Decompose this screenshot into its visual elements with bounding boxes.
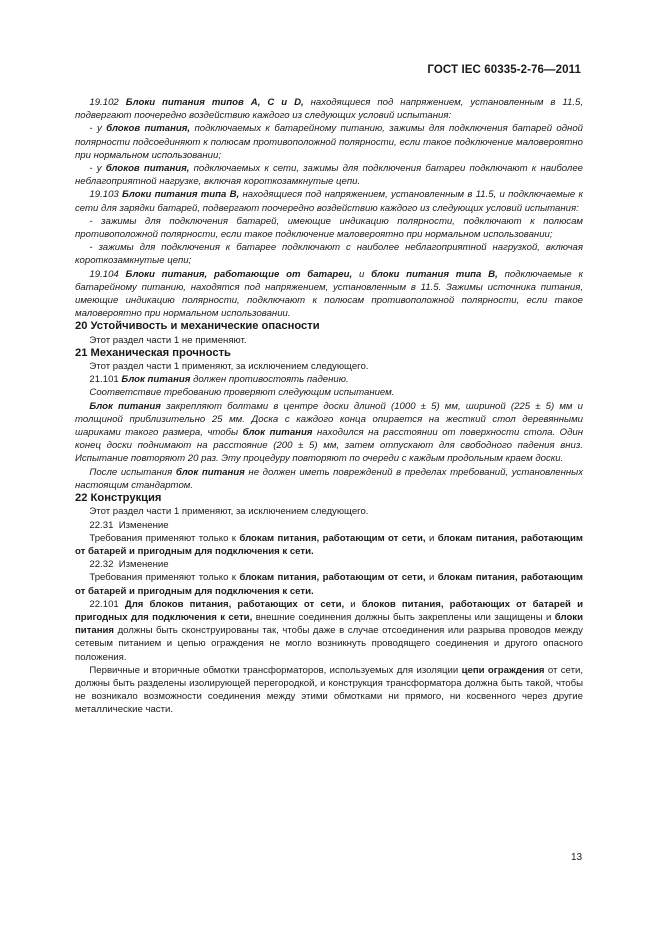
paragraph: После испытания блок питания не должен иметь повреждений в пределах требований, установленных настоящим стандартом. xyxy=(75,466,583,491)
paragraph: Соответствие требованию проверяют следующим испытанием. xyxy=(89,387,395,399)
page-number: 13 xyxy=(571,852,583,863)
list-item: - зажимы для подключения батарей, имеющие индикацию полярности, подключают к полюсам противоположной полярности, если такое подключение маловероятно при нормальном использовании; xyxy=(75,215,583,241)
paragraph-22-31: 22.31 Изменение xyxy=(89,519,169,531)
document-body xyxy=(75,96,583,717)
paragraph: Первичные и вторичные обмотки трансформаторов, используемых для изоляции цепи ограждения от сети, должны быть разделены изолирующей перегородкой, и конструкция трансформатора должна быть такой, чтобы не возникало возможности соединения между этими обмотками ни прямого, ни косвенного через другие металлические части. xyxy=(75,664,583,716)
list-item: - у блоков питания, подключаемых к батарейному питанию, зажимы для подключения батарей одной полярности подсоединяют к полюсам противоположной полярности, если такое подключение маловероятно при нормальном использовании; xyxy=(75,123,583,161)
paragraph: Этот раздел части 1 не применяют. xyxy=(89,334,247,346)
paragraph-22-32: 22.32 Изменение xyxy=(89,559,169,571)
section-heading-20: 20 Устойчивость и механические опасности xyxy=(75,320,320,333)
list-item: - зажимы для подключения к батарее подключают с наиболее неблагоприятной нагрузкой, включая короткозамкнутые цепи; xyxy=(75,242,583,267)
paragraph: Этот раздел части 1 применяют, за исключением следующего. xyxy=(89,506,369,518)
paragraph: Этот раздел части 1 применяют, за исключением следующего. xyxy=(89,361,369,373)
paragraph-21-101: 21.101 Блок питания должен противостоять падению. xyxy=(89,374,349,386)
list-item: - у блоков питания, подключаемых к сети, зажимы для подключения батареи подключают к наиболее неблагоприятной нагрузке, включая короткозамкнутые цепи. xyxy=(75,163,583,188)
paragraph: Требования применяют только к блокам питания, работающим от сети, и блокам питания, работающим от батарей и пригодным для подключения к сети. xyxy=(75,572,583,597)
section-heading-21: 21 Механическая прочность xyxy=(75,346,231,359)
paragraph: Требования применяют только к блокам питания, работающим от сети, и блокам питания, работающим от батарей и пригодным для подключения к сети. xyxy=(75,532,583,557)
paragraph-test: Блок питания закрепляют болтами в центре доски длиной (1000 ± 5) мм, шириной (225 ± 5) мм и толщиной приблизительно 25 мм. Доска с каждого конца опирается на жесткий стол деревянными шариками такого размера, чтобы блок питания находился на расстоянии от поверхности стола. Один конец доски поднимают на расстояние (200 ± 5) мм, затем отпускают для свободного падения вниз. Испытание повторяют 20 раз. Эту процедуру повторяют по очереди с каждым продольным краем доски. xyxy=(75,400,584,465)
document-header: ГОСТ IEC 60335-2-76—2011 xyxy=(427,64,581,76)
paragraph-19-102: 19.102 Блоки питания типов A, C и D, находящиеся под напряжением, установленным в 11.5, подвергают поочередно воздействию каждого из следующих условий испытания: xyxy=(75,97,584,122)
section-heading-22: 22 Конструкция xyxy=(75,492,162,505)
paragraph-19-103: 19.103 Блоки питания типа B, находящиеся под напряжением, установленным в 11.5, и подключаемые к сети для зарядки батарей, подвергают поочередно воздействию каждого из следующих условий испытания: xyxy=(75,189,584,214)
paragraph-22-101: 22.101 Для блоков питания, работающих от сети, и блоков питания, работающих от батарей и пригодных для подключения к сети, внешние соединения должны быть закреплены или защищены и блоки питания должны быть сконструированы так, чтобы даже в случае отсоединения или разрыва проводов между сетевым питанием и цепью ограждения не могло возникнуть проводящего соединения и другого опасного положения. xyxy=(75,598,584,663)
paragraph-19-104: 19.104 Блоки питания, работающие от батареи, и блоки питания типа B, подключаемые к батарейному питанию, находятся под напряжением, установленным в 11.5. Зажимы источника питания, имеющие индикацию полярности, подключают к полюсам противоположной полярности, если такое маловероятно при нормальном использовании. xyxy=(75,268,584,320)
